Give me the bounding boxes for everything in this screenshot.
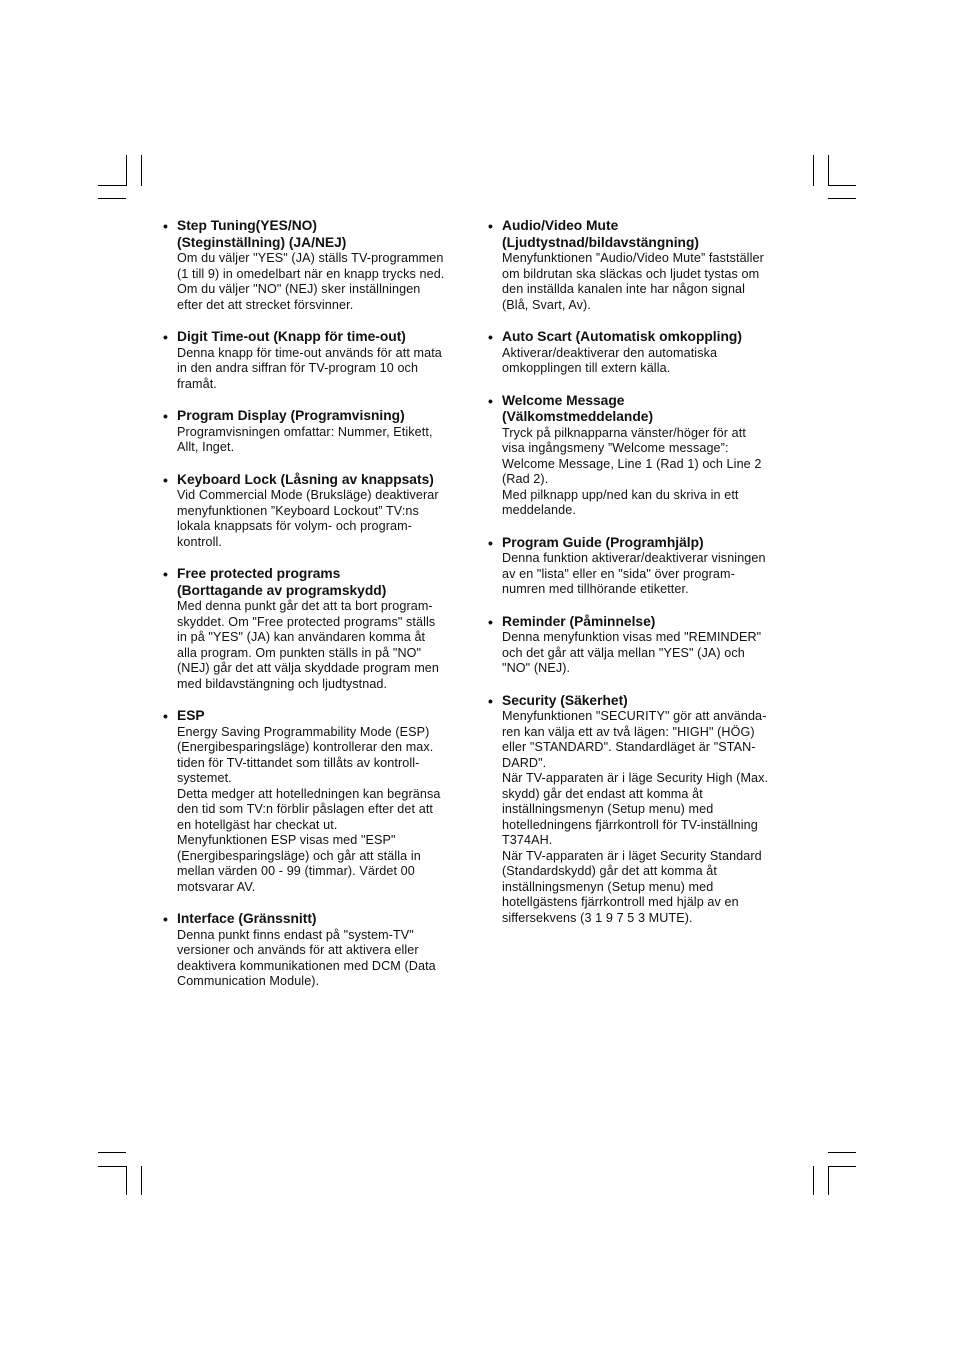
description-line: visa ingångsmeny ”Welcome message”: (502, 441, 729, 455)
crop-mark (126, 155, 127, 186)
description-line: Denna funktion aktiverar/deaktiverar visningen (502, 551, 766, 565)
bullet-icon: • (163, 566, 168, 582)
item-heading (177, 911, 463, 928)
crop-mark (828, 1166, 856, 1167)
description-line: menyfunktionen ”Keyboard Lockout” TV:ns (177, 503, 419, 518)
item-description (502, 551, 788, 598)
bullet-icon: • (488, 613, 493, 630)
description-line: (Standardskydd) går det att komma åt (502, 864, 717, 878)
description-line: versioner och används för att aktivera eller (177, 943, 419, 957)
heading-line: Keyboard Lock (Låsning av knappsats) (177, 471, 434, 487)
crop-mark (98, 1152, 126, 1153)
description-line: När TV-apparaten är i läget Security Standard (502, 848, 762, 863)
description-line: om bildrutan ska släckas och ljudet tystas om (502, 266, 760, 281)
bullet-icon: • (163, 911, 168, 927)
description-line: Med pilknapp upp/ned kan du skriva in ett (502, 487, 739, 502)
description-line: siffersekvens (3 1 9 7 5 3 MUTE). (502, 910, 693, 925)
description-line: Aktiverar/deaktiverar den automatiska (502, 345, 718, 360)
description-line: (Blå, Svart, Av). (502, 297, 591, 312)
left-column (163, 218, 463, 1006)
bullet-icon: • (488, 392, 493, 409)
crop-mark (126, 1166, 127, 1195)
item-heading (177, 566, 463, 599)
bullet-icon: • (163, 708, 168, 724)
item-heading (177, 329, 463, 346)
bullet-icon: • (163, 218, 168, 234)
item-description (177, 488, 463, 550)
description-line: Menyfunktionen ”Audio/Video Mute” fastställer (502, 251, 764, 265)
crop-mark (828, 1166, 829, 1195)
bullet-icon: • (163, 471, 168, 488)
menu-item-esp (163, 708, 463, 895)
bullet-icon: • (488, 692, 493, 709)
crop-mark (828, 198, 856, 199)
menu-item-keyboard-lock-lasning-av-knappsats (163, 472, 463, 551)
description-line: hotelledningens fjärrkontroll för TV-inställning (502, 817, 758, 832)
description-line: den inställda kanalen inte har någon signal (502, 282, 746, 296)
item-description (502, 426, 788, 519)
description-line: Energy Saving Programmability Mode (ESP) (177, 724, 430, 739)
description-line: Om du väljer "NO" (NEJ) sker inställningen (177, 282, 421, 296)
description-line: Menyfunktionen ESP visas med "ESP" (177, 833, 396, 847)
heading-line: Interface (Gränssnitt) (177, 911, 317, 926)
item-description (177, 251, 463, 313)
item-heading (502, 614, 788, 631)
menu-item-step-tuning-yes-no (163, 218, 463, 313)
description-line: (Energibesparingsläge) och går att ställa in (177, 848, 421, 863)
item-description (177, 425, 463, 456)
bullet-icon: • (488, 218, 493, 234)
description-line: in den andra siffran för TV-program 10 och (177, 361, 419, 375)
item-description (177, 928, 463, 990)
description-line: tiden för TV-tittandet som tillåts av kontroll- (177, 755, 420, 770)
heading-line: Free protected programs (177, 566, 341, 581)
crop-mark (828, 155, 829, 186)
description-line: Detta medger att hotelledningen kan begränsa (177, 786, 441, 801)
description-line: systemet. (177, 771, 232, 785)
crop-mark (828, 1152, 856, 1153)
description-line: (NEJ) går det att välja skyddade program men (177, 661, 439, 675)
description-line: lokala knappsats för volym- och program- (177, 519, 412, 533)
crop-mark (98, 1166, 126, 1167)
item-description (177, 599, 463, 692)
heading-line: (Välkomstmeddelande) (502, 409, 654, 424)
description-line: den tid som TV:n förblir påslagen efter det att (177, 802, 434, 816)
description-line: "NO" (NEJ). (502, 661, 571, 675)
item-heading (502, 535, 788, 552)
description-line: Menyfunktionen "SECURITY" gör att använda- (502, 709, 767, 723)
description-line: eller "STANDARD". Standardläget är "STAN- (502, 740, 756, 754)
menu-item-welcome-message (488, 393, 788, 519)
item-heading (177, 472, 463, 489)
item-heading (177, 708, 463, 725)
crop-mark (813, 155, 814, 186)
heading-line: Welcome Message (502, 392, 625, 408)
description-line: mellan värden 00 - 99 (timmar). Värdet 00 (177, 864, 415, 878)
description-line: Med denna punkt går det att ta bort program- (177, 599, 433, 613)
description-line: (1 till 9) in omedelbart när en knapp trycks ned. (177, 266, 445, 281)
item-description (502, 630, 788, 677)
heading-line: Auto Scart (Automatisk omkoppling) (502, 329, 742, 344)
menu-item-free-protected-programs (163, 566, 463, 692)
heading-line: Step Tuning(YES/NO) (177, 218, 318, 233)
description-line: kontroll. (177, 534, 222, 549)
description-line: Denna menyfunktion visas med "REMINDER" (502, 630, 762, 644)
description-line: framåt. (177, 376, 217, 391)
bullet-icon: • (163, 408, 168, 424)
heading-line: (Borttagande av programskydd) (177, 582, 387, 598)
description-line: DARD". (502, 755, 547, 770)
description-line: efter det att strecket försvinner. (177, 297, 354, 312)
description-line: Denna punkt finns endast på "system-TV" (177, 927, 414, 942)
heading-line: Program Display (Programvisning) (177, 408, 405, 423)
item-description (177, 725, 463, 896)
description-line: Tryck på pilknapparna vänster/höger för att (502, 425, 746, 440)
description-line: (Energibesparingsläge) kontrollerar den max. (177, 740, 434, 754)
description-line: inställningsmenyn (Setup menu) med (502, 879, 714, 894)
crop-mark (141, 155, 142, 186)
crop-mark (141, 1166, 142, 1195)
description-line: Programvisningen omfattar: Nummer, Etikett, (177, 424, 433, 439)
item-description (502, 251, 788, 313)
description-line: Vid Commercial Mode (Bruksläge) deaktiverar (177, 488, 439, 502)
menu-item-program-display-programvisning (163, 408, 463, 456)
item-heading (502, 218, 788, 251)
description-line: omkopplingen till extern källa. (502, 361, 671, 375)
item-heading (502, 393, 788, 426)
description-line: och det går att välja mellan "YES" (JA) och (502, 645, 745, 660)
item-heading (502, 693, 788, 710)
description-line: Allt, Inget. (177, 440, 235, 454)
description-line: med bildavstängning och ljudtystnad. (177, 676, 388, 691)
description-line: Denna knapp för time-out används för att mata (177, 345, 442, 360)
description-line: skydd) går det endast att komma åt (502, 786, 703, 801)
description-line: (Rad 2). (502, 472, 549, 486)
description-line: alla program. Om punkten ställs in på "NO" (177, 645, 422, 660)
menu-item-digit-time-out-knapp-for-time-out (163, 329, 463, 392)
heading-line: Reminder (Påminnelse) (502, 613, 656, 629)
bullet-icon: • (163, 329, 168, 345)
description-line: deaktivera kommunikationen med DCM (Data (177, 958, 436, 973)
heading-line: Audio/Video Mute (502, 218, 619, 233)
menu-item-audio-video-mute (488, 218, 788, 313)
description-line: meddelande. (502, 503, 576, 517)
crop-mark (98, 198, 126, 199)
description-line: skyddet. Om "Free protected programs" ställs (177, 614, 436, 629)
description-line: numren med tillhörande etiketter. (502, 582, 689, 596)
menu-item-auto-scart-automatisk-omkoppling (488, 329, 788, 377)
heading-line: Security (Säkerhet) (502, 692, 628, 708)
description-line: När TV-apparaten är i läge Security High (Max. (502, 771, 769, 785)
item-description (502, 346, 788, 377)
bullet-icon: • (488, 534, 493, 551)
right-column (488, 218, 788, 942)
description-line: in på "YES" (JA) kan användaren komma åt (177, 630, 426, 644)
description-line: av en "lista" eller en "sida" över program- (502, 566, 735, 581)
crop-mark (828, 185, 856, 186)
item-heading (177, 218, 463, 251)
crop-mark (813, 1166, 814, 1195)
menu-item-program-guide-programhjalp (488, 535, 788, 598)
menu-item-reminder-paminnelse (488, 614, 788, 677)
menu-item-interface-granssnitt (163, 911, 463, 990)
heading-line: Digit Time-out (Knapp för time-out) (177, 329, 406, 344)
description-line: en hotellgäst har checkat ut. (177, 817, 338, 832)
description-line: ren kan välja ett av två lägen: "HIGH" (HÖG) (502, 724, 755, 739)
item-heading (177, 408, 463, 425)
bullet-icon: • (488, 329, 493, 345)
description-line: Communication Module). (177, 974, 320, 988)
item-description (177, 346, 463, 393)
item-heading (502, 329, 788, 346)
crop-mark (98, 185, 126, 186)
description-line: inställningsmenyn (Setup menu) med (502, 802, 714, 816)
heading-line: Program Guide (Programhjälp) (502, 534, 704, 550)
heading-line: ESP (177, 708, 205, 723)
description-line: Om du väljer "YES" (JA) ställs TV-programmen (177, 251, 444, 265)
description-line: hotellgästens fjärrkontroll med hjälp av en (502, 895, 739, 909)
description-line: motsvarar AV. (177, 879, 256, 894)
item-description (502, 709, 788, 926)
menu-item-security-sakerhet (488, 693, 788, 927)
heading-line: (Steginställning) (JA/NEJ) (177, 234, 347, 250)
heading-line: (Ljudtystnad/bildavstängning) (502, 234, 699, 250)
description-line: Welcome Message, Line 1 (Rad 1) och Line 2 (502, 456, 762, 471)
description-line: T374AH. (502, 833, 553, 847)
